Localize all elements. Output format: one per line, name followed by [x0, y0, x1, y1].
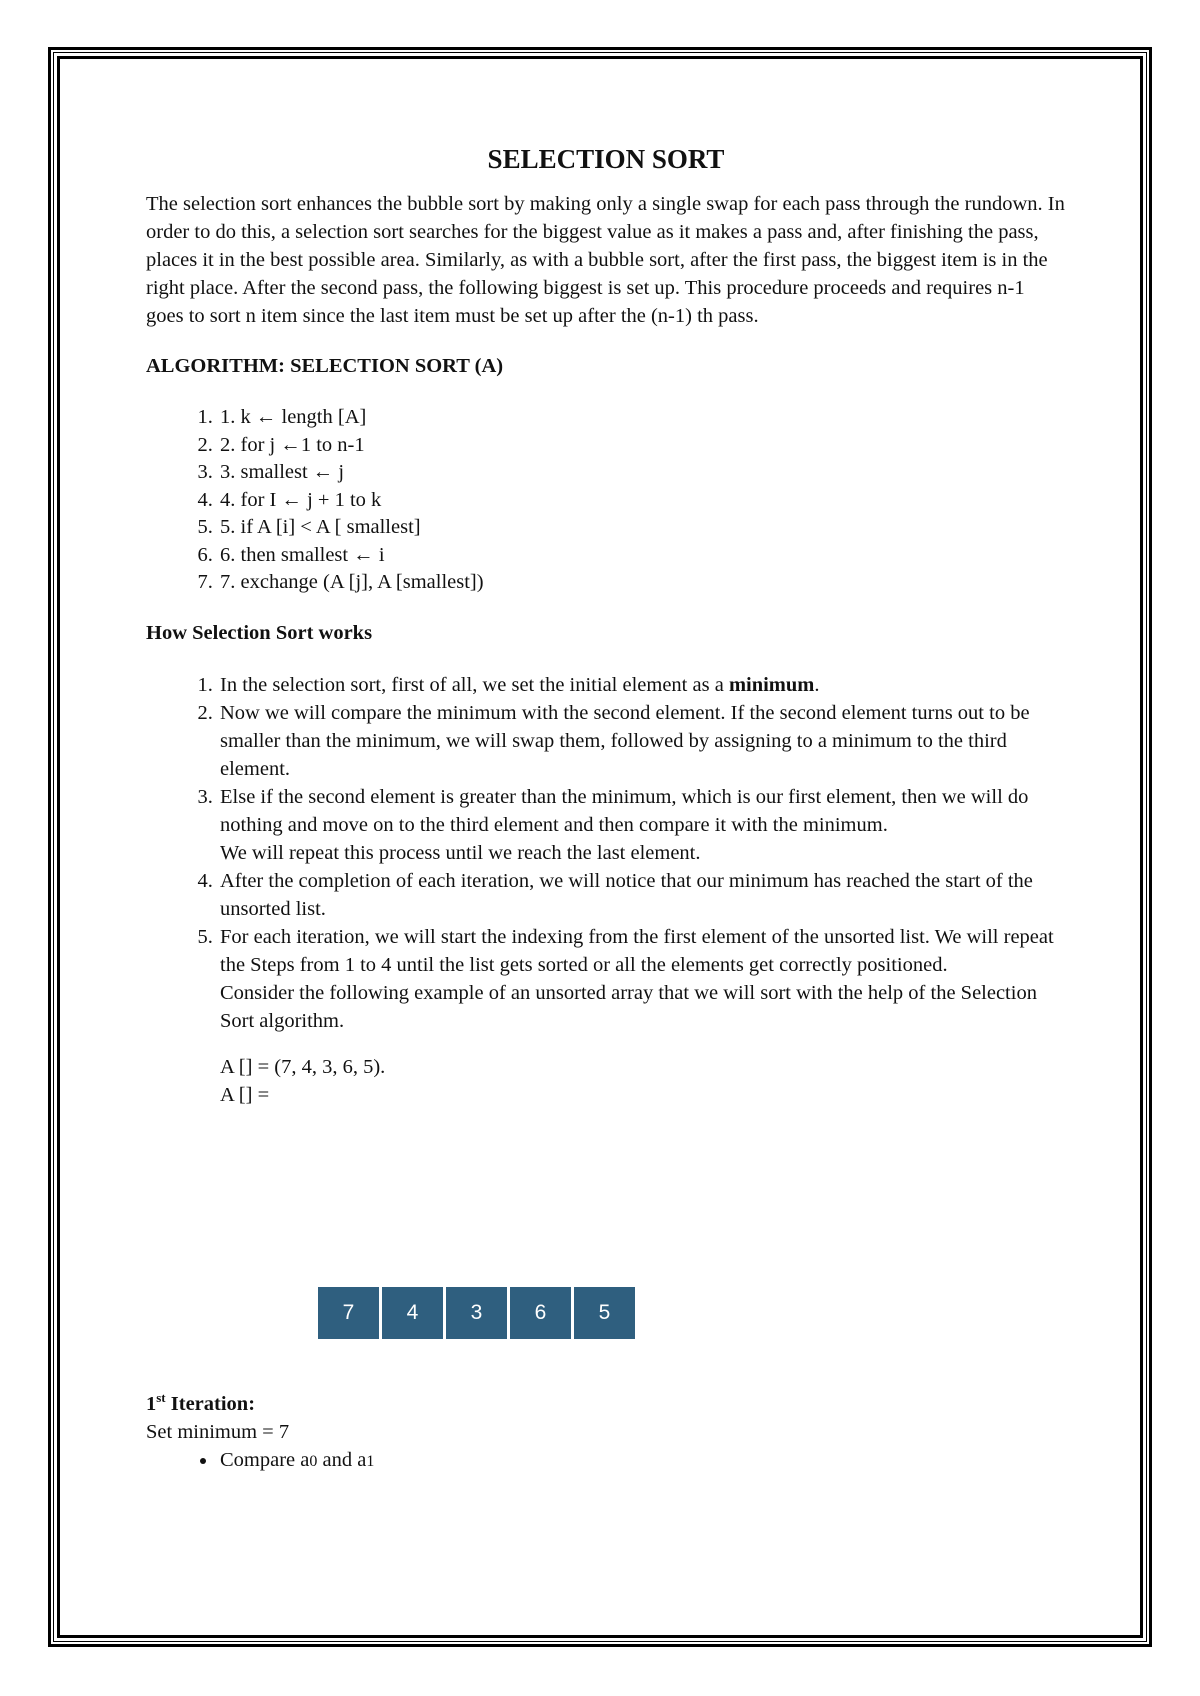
array-diagram	[318, 1287, 635, 1339]
iteration-steps-list	[146, 1446, 1046, 1476]
how-step-note: We will repeat this process until we reach the last element.	[220, 841, 701, 864]
how-step-text: In the selection sort, first of all, we set the initial element as a	[220, 673, 729, 696]
iteration-step	[218, 1446, 1046, 1476]
how-step	[218, 923, 1066, 1035]
array-label: A [] =	[220, 1083, 270, 1106]
page-title: SELECTION SORT	[487, 144, 725, 174]
array-cell: 6	[510, 1287, 571, 1339]
set-minimum-text: Set minimum = 7	[146, 1421, 290, 1443]
how-step-note: Consider the following example of an unsorted array that we will sort with the help of the Selection Sort algorithm.	[220, 981, 1037, 1032]
algorithm-step: 3. 3. smallest ← j	[218, 459, 1066, 487]
array-cell: 7	[318, 1287, 379, 1339]
document-body	[146, 142, 1066, 1109]
how-step-text: 3. Else if the second element is greater than the minimum, which is our first element, then we will do nothing and move on to the third element and then compare it with the minimum.	[220, 785, 1029, 836]
array-cell: 4	[382, 1287, 443, 1339]
algorithm-steps-list	[146, 404, 1066, 597]
subscript-1: 1	[366, 1453, 375, 1470]
algorithm-step: 6. 6. then smallest ← i	[218, 542, 1066, 570]
how-it-works-list	[146, 671, 1066, 1035]
minimum-keyword: minimum	[728, 673, 815, 696]
how-it-works-heading: How Selection Sort works	[146, 621, 373, 644]
iteration-ordinal: st	[156, 1390, 166, 1406]
iteration-number: 1	[146, 1393, 157, 1415]
algorithm-step: 5. 5. if A [i] < A [ smallest]	[218, 514, 1066, 542]
algorithm-step: 1. 1. k ← length [A]	[218, 404, 1066, 432]
array-cell: 5	[574, 1287, 635, 1339]
iteration-heading	[146, 1390, 1046, 1418]
algorithm-step: 4. 4. for I ← j + 1 to k	[218, 487, 1066, 515]
algorithm-step: 7. 7. exchange (A [j], A [smallest])	[218, 569, 1066, 597]
how-step: 4. After the completion of each iteration, we will notice that our minimum has reached the start of the unsorted list.	[218, 867, 1066, 923]
how-step: 2. Now we will compare the minimum with the second element. If the second element turns out to be smaller than the minimum, we will swap them, followed by assigning to a minimum to the third element.	[218, 699, 1066, 783]
how-step	[218, 783, 1066, 867]
subscript-0: 0	[309, 1453, 318, 1470]
compare-text: Compare a	[220, 1449, 310, 1471]
how-step-end: .	[814, 673, 820, 696]
how-step	[218, 671, 1066, 699]
compare-text-mid: and a	[317, 1449, 367, 1471]
iteration-label: Iteration:	[165, 1393, 256, 1415]
algorithm-step: 2. 2. for j ←1 to n-1	[218, 432, 1066, 460]
intro-paragraph: The selection sort enhances the bubble sort by making only a single swap for each pass through the rundown. In order to do this, a selection sort searches for the biggest value as it makes a pass and, after finishing the pass, places it in the best possible area. Similarly, as with a bubble sort, after the first pass, the biggest item is in the right place. After the second pass, the following biggest is set up. This procedure proceeds and requires n-1 goes to sort n item since the last item must be set up after the (n-1) th pass.	[146, 193, 1065, 327]
array-literal: A [] = (7, 4, 3, 6, 5).	[220, 1055, 386, 1078]
array-cell: 3	[446, 1287, 507, 1339]
how-step-text: 5. For each iteration, we will start the indexing from the first element of the unsorted list. We will repeat the Steps from 1 to 4 until the list gets sorted or all the elements get correctly positioned.	[220, 925, 1054, 976]
first-iteration-section	[146, 1390, 1046, 1476]
algorithm-heading: ALGORITHM: SELECTION SORT (A)	[146, 355, 504, 377]
array-definition	[146, 1053, 1066, 1109]
